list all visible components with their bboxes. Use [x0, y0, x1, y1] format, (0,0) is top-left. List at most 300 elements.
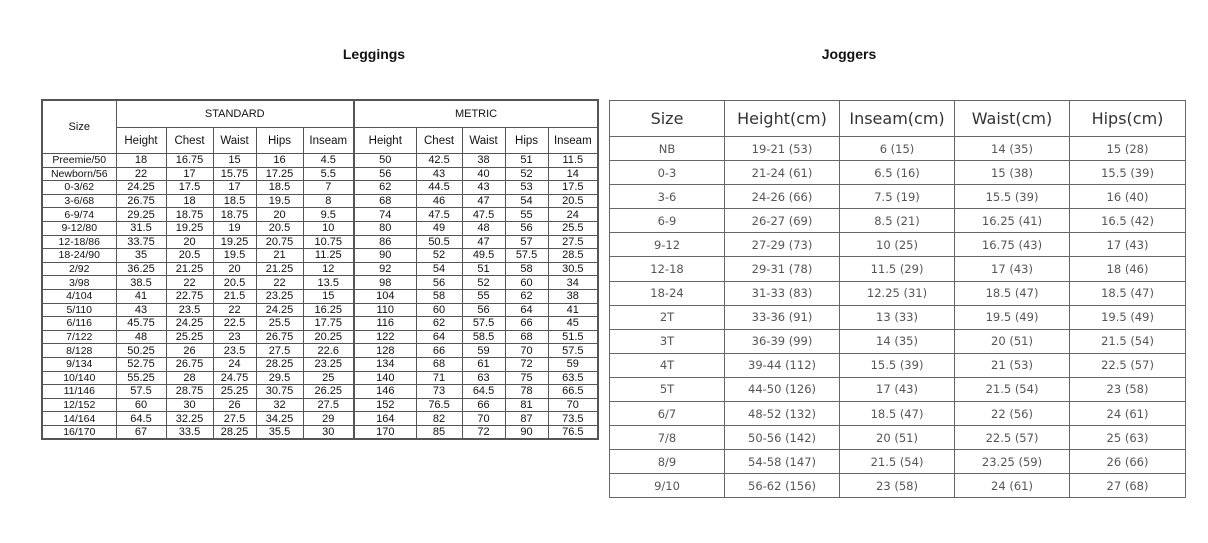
table-cell: 51.5 [548, 330, 598, 344]
table-cell: 16.75 [166, 154, 213, 168]
joggers-column-header: Waist(cm) [955, 101, 1070, 137]
table-cell: 33.5 [166, 425, 213, 439]
table-cell: 23 [213, 330, 256, 344]
table-cell: 32.25 [166, 412, 213, 426]
table-cell: 22 [256, 276, 303, 290]
table-cell: 21.25 [166, 262, 213, 276]
table-cell: 11.5 (29) [840, 257, 955, 281]
table-cell: 22 [166, 276, 213, 290]
leggings-size-header: Size [42, 100, 116, 154]
metric-chest-header: Chest [416, 128, 462, 154]
table-cell: 34.25 [256, 412, 303, 426]
table-cell: 13 (33) [840, 305, 955, 329]
table-cell: 17 [213, 181, 256, 195]
table-cell: 44.5 [416, 181, 462, 195]
table-cell: 25 (63) [1070, 426, 1186, 450]
metric-height-header: Height [354, 128, 416, 154]
table-cell: 33.75 [116, 235, 166, 249]
table-cell: 26.75 [166, 357, 213, 371]
table-cell: 56-62 (156) [725, 474, 840, 498]
table-cell: 47 [462, 235, 505, 249]
table-cell: 50.5 [416, 235, 462, 249]
table-cell: 21.5 (54) [840, 450, 955, 474]
table-cell: 15 (38) [955, 161, 1070, 185]
table-row [610, 209, 1186, 233]
table-cell: 10 [303, 221, 354, 235]
size-cell: 18-24 [610, 281, 725, 305]
table-cell: 66 [505, 317, 548, 331]
table-row [610, 377, 1186, 401]
table-row [42, 425, 598, 439]
table-cell: 19.25 [166, 221, 213, 235]
table-cell: 21 [256, 249, 303, 263]
table-cell: 134 [354, 357, 416, 371]
table-cell: 63.5 [548, 371, 598, 385]
table-cell: 24 [213, 357, 256, 371]
table-cell: 74 [354, 208, 416, 222]
size-cell: NB [610, 137, 725, 161]
table-cell: 20 (51) [840, 426, 955, 450]
table-cell: 110 [354, 303, 416, 317]
table-cell: 47.5 [416, 208, 462, 222]
table-cell: 22.5 (57) [1070, 353, 1186, 377]
table-cell: 49 [416, 221, 462, 235]
joggers-column-header: Height(cm) [725, 101, 840, 137]
size-cell: 0-3/62 [42, 181, 116, 195]
table-cell: 57.5 [505, 249, 548, 263]
size-cell: 3/98 [42, 276, 116, 290]
table-cell: 45 [548, 317, 598, 331]
standard-hips-header: Hips [256, 128, 303, 154]
table-cell: 38 [462, 154, 505, 168]
table-cell: 48 [462, 221, 505, 235]
table-cell: 24.75 [213, 371, 256, 385]
table-row [42, 289, 598, 303]
table-cell: 23.25 (59) [955, 450, 1070, 474]
table-row [42, 235, 598, 249]
size-cell: 6-9 [610, 209, 725, 233]
table-cell: 20 [213, 262, 256, 276]
table-cell: 17 (43) [1070, 233, 1186, 257]
table-cell: 21.25 [256, 262, 303, 276]
table-cell: 50 [354, 154, 416, 168]
table-cell: 43 [462, 181, 505, 195]
table-cell: 17 [166, 167, 213, 181]
leggings-metric-header: METRIC [354, 100, 598, 128]
standard-inseam-header: Inseam [303, 128, 354, 154]
table-cell: 26-27 (69) [725, 209, 840, 233]
table-cell: 23 (58) [1070, 377, 1186, 401]
table-row [610, 450, 1186, 474]
table-cell: 58 [505, 262, 548, 276]
table-cell: 47.5 [462, 208, 505, 222]
table-cell: 59 [548, 357, 598, 371]
table-row [610, 329, 1186, 353]
table-cell: 58 [416, 289, 462, 303]
table-cell: 21.5 (54) [955, 377, 1070, 401]
table-cell: 92 [354, 262, 416, 276]
table-cell: 23.5 [166, 303, 213, 317]
table-cell: 30 [166, 398, 213, 412]
table-cell: 4.5 [303, 154, 354, 168]
table-cell: 22 [116, 167, 166, 181]
metric-inseam-header: Inseam [548, 128, 598, 154]
table-row [42, 221, 598, 235]
table-cell: 64.5 [116, 412, 166, 426]
table-cell: 17.5 [166, 181, 213, 195]
table-row [42, 167, 598, 181]
table-cell: 22.5 [213, 317, 256, 331]
standard-height-header: Height [116, 128, 166, 154]
table-cell: 22.6 [303, 344, 354, 358]
table-cell: 52.75 [116, 357, 166, 371]
table-cell: 104 [354, 289, 416, 303]
table-cell: 26.75 [116, 194, 166, 208]
table-cell: 25 [303, 371, 354, 385]
table-cell: 73 [416, 385, 462, 399]
metric-hips-header: Hips [505, 128, 548, 154]
table-cell: 25.25 [213, 385, 256, 399]
table-row [42, 398, 598, 412]
table-row [610, 233, 1186, 257]
table-cell: 68 [416, 357, 462, 371]
table-cell: 80 [354, 221, 416, 235]
table-cell: 78 [505, 385, 548, 399]
table-cell: 38.5 [116, 276, 166, 290]
table-cell: 20 [166, 235, 213, 249]
table-cell: 24.25 [166, 317, 213, 331]
table-cell: 20 (51) [955, 329, 1070, 353]
table-cell: 26 [213, 398, 256, 412]
joggers-size-table [609, 100, 1186, 498]
table-cell: 128 [354, 344, 416, 358]
table-cell: 48 [116, 330, 166, 344]
size-cell: 16/170 [42, 425, 116, 439]
table-cell: 19.5 (49) [955, 305, 1070, 329]
table-cell: 62 [416, 317, 462, 331]
size-cell: Newborn/56 [42, 167, 116, 181]
table-cell: 50-56 (142) [725, 426, 840, 450]
size-cell: 9/134 [42, 357, 116, 371]
table-cell: 28.25 [213, 425, 256, 439]
table-cell: 20.5 [166, 249, 213, 263]
joggers-column-header: Hips(cm) [1070, 101, 1186, 137]
table-row [610, 353, 1186, 377]
table-cell: 31.5 [116, 221, 166, 235]
table-cell: 76.5 [416, 398, 462, 412]
table-cell: 63 [462, 371, 505, 385]
size-cell: 7/122 [42, 330, 116, 344]
table-cell: 18.75 [213, 208, 256, 222]
table-row [42, 317, 598, 331]
table-cell: 17.25 [256, 167, 303, 181]
size-cell: 3-6/68 [42, 194, 116, 208]
table-cell: 14 (35) [840, 329, 955, 353]
table-cell: 29.5 [256, 371, 303, 385]
table-row [610, 305, 1186, 329]
table-cell: 98 [354, 276, 416, 290]
table-cell: 15.5 (39) [1070, 161, 1186, 185]
table-cell: 116 [354, 317, 416, 331]
table-cell: 66 [462, 398, 505, 412]
table-cell: 72 [462, 425, 505, 439]
standard-chest-header: Chest [166, 128, 213, 154]
size-cell: 5T [610, 377, 725, 401]
table-cell: 15.5 (39) [840, 353, 955, 377]
table-cell: 20.75 [256, 235, 303, 249]
table-cell: 30.5 [548, 262, 598, 276]
table-cell: 122 [354, 330, 416, 344]
table-row [42, 344, 598, 358]
table-cell: 72 [505, 357, 548, 371]
table-cell: 30.75 [256, 385, 303, 399]
table-cell: 32 [256, 398, 303, 412]
table-row [42, 412, 598, 426]
table-cell: 55.25 [116, 371, 166, 385]
table-cell: 48-52 (132) [725, 402, 840, 426]
table-cell: 49.5 [462, 249, 505, 263]
table-cell: 19.25 [213, 235, 256, 249]
table-cell: 27.5 [256, 344, 303, 358]
table-cell: 8.5 (21) [840, 209, 955, 233]
table-row [610, 161, 1186, 185]
size-cell: 5/110 [42, 303, 116, 317]
size-cell: 2T [610, 305, 725, 329]
leggings-title: Leggings [342, 46, 406, 62]
table-cell: 27.5 [303, 398, 354, 412]
table-row [42, 357, 598, 371]
table-cell: 64 [505, 303, 548, 317]
table-cell: 87 [505, 412, 548, 426]
table-cell: 24.25 [256, 303, 303, 317]
table-cell: 52 [505, 167, 548, 181]
table-row [42, 208, 598, 222]
size-cell: 11/146 [42, 385, 116, 399]
joggers-column-header: Inseam(cm) [840, 101, 955, 137]
table-cell: 19-21 (53) [725, 137, 840, 161]
table-cell: 16 (40) [1070, 185, 1186, 209]
size-cell: 8/128 [42, 344, 116, 358]
table-cell: 9.5 [303, 208, 354, 222]
table-cell: 18.75 [166, 208, 213, 222]
table-cell: 21-24 (61) [725, 161, 840, 185]
table-cell: 52 [462, 276, 505, 290]
table-cell: 54-58 (147) [725, 450, 840, 474]
table-cell: 19 [213, 221, 256, 235]
size-cell: 12-18 [610, 257, 725, 281]
table-cell: 7.5 (19) [840, 185, 955, 209]
table-cell: 27.5 [548, 235, 598, 249]
table-cell: 164 [354, 412, 416, 426]
table-cell: 68 [354, 194, 416, 208]
table-cell: 22.5 (57) [955, 426, 1070, 450]
size-cell: 12-18/86 [42, 235, 116, 249]
metric-waist-header: Waist [462, 128, 505, 154]
table-cell: 70 [462, 412, 505, 426]
table-cell: 59 [462, 344, 505, 358]
table-cell: 33-36 (91) [725, 305, 840, 329]
table-cell: 152 [354, 398, 416, 412]
table-cell: 57.5 [116, 385, 166, 399]
table-cell: 19.5 (49) [1070, 305, 1186, 329]
table-cell: 76.5 [548, 425, 598, 439]
table-cell: 61 [462, 357, 505, 371]
table-cell: 17 (43) [840, 377, 955, 401]
table-cell: 67 [116, 425, 166, 439]
table-cell: 21 (53) [955, 353, 1070, 377]
table-cell: 38 [548, 289, 598, 303]
table-row [42, 385, 598, 399]
table-cell: 29 [303, 412, 354, 426]
table-cell: 22 [213, 303, 256, 317]
table-cell: 62 [354, 181, 416, 195]
table-cell: 57.5 [462, 317, 505, 331]
size-cell: 4T [610, 353, 725, 377]
table-cell: 71 [416, 371, 462, 385]
table-cell: 53 [505, 181, 548, 195]
table-cell: 73.5 [548, 412, 598, 426]
table-cell: 56 [462, 303, 505, 317]
table-cell: 23.25 [256, 289, 303, 303]
table-cell: 20 [256, 208, 303, 222]
table-cell: 50.25 [116, 344, 166, 358]
table-cell: 22 (56) [955, 402, 1070, 426]
table-cell: 19.5 [213, 249, 256, 263]
table-cell: 70 [548, 398, 598, 412]
table-cell: 28.25 [256, 357, 303, 371]
table-cell: 20.25 [303, 330, 354, 344]
table-cell: 18.5 (47) [840, 402, 955, 426]
table-cell: 27.5 [213, 412, 256, 426]
table-cell: 24 (61) [1070, 402, 1186, 426]
size-cell: 9/10 [610, 474, 725, 498]
table-cell: 20.5 [213, 276, 256, 290]
table-cell: 54 [505, 194, 548, 208]
size-cell: 14/164 [42, 412, 116, 426]
table-cell: 40 [462, 167, 505, 181]
size-cell: 0-3 [610, 161, 725, 185]
table-cell: 42.5 [416, 154, 462, 168]
table-cell: 28.75 [166, 385, 213, 399]
table-cell: 22.75 [166, 289, 213, 303]
table-cell: 6 (15) [840, 137, 955, 161]
table-cell: 16.75 (43) [955, 233, 1070, 257]
table-cell: 51 [462, 262, 505, 276]
table-cell: 36.25 [116, 262, 166, 276]
table-cell: 29-31 (78) [725, 257, 840, 281]
table-cell: 28 [166, 371, 213, 385]
size-cell: 12/152 [42, 398, 116, 412]
table-cell: 15 [213, 154, 256, 168]
table-row [42, 154, 598, 168]
table-cell: 39-44 (112) [725, 353, 840, 377]
joggers-title: Joggers [821, 46, 877, 62]
table-row [610, 426, 1186, 450]
table-row [42, 194, 598, 208]
size-cell: 4/104 [42, 289, 116, 303]
table-cell: 90 [505, 425, 548, 439]
table-cell: 18 (46) [1070, 257, 1186, 281]
leggings-standard-header: STANDARD [116, 100, 354, 128]
table-row [610, 257, 1186, 281]
table-cell: 27-29 (73) [725, 233, 840, 257]
table-cell: 52 [416, 249, 462, 263]
table-cell: 90 [354, 249, 416, 263]
table-cell: 55 [462, 289, 505, 303]
size-cell: 6/116 [42, 317, 116, 331]
table-cell: 14 (35) [955, 137, 1070, 161]
leggings-size-table [41, 99, 599, 440]
table-cell: 146 [354, 385, 416, 399]
size-cell: 6-9/74 [42, 208, 116, 222]
table-cell: 41 [548, 303, 598, 317]
table-cell: 26 (66) [1070, 450, 1186, 474]
table-cell: 10.75 [303, 235, 354, 249]
table-cell: 26.25 [303, 385, 354, 399]
table-cell: 27 (68) [1070, 474, 1186, 498]
table-row [42, 330, 598, 344]
table-cell: 7 [303, 181, 354, 195]
size-cell: 10/140 [42, 371, 116, 385]
table-cell: 18.5 [256, 181, 303, 195]
table-cell: 5.5 [303, 167, 354, 181]
size-cell: 7/8 [610, 426, 725, 450]
table-cell: 56 [505, 221, 548, 235]
table-row [42, 181, 598, 195]
table-cell: 21.5 [213, 289, 256, 303]
table-row [42, 303, 598, 317]
table-cell: 13.5 [303, 276, 354, 290]
table-cell: 19.5 [256, 194, 303, 208]
table-cell: 60 [416, 303, 462, 317]
table-cell: 20.5 [548, 194, 598, 208]
table-cell: 25.5 [548, 221, 598, 235]
table-cell: 15 (28) [1070, 137, 1186, 161]
standard-waist-header: Waist [213, 128, 256, 154]
table-row [42, 249, 598, 263]
table-cell: 57 [505, 235, 548, 249]
table-cell: 11.5 [548, 154, 598, 168]
table-cell: 54 [416, 262, 462, 276]
table-cell: 18 [116, 154, 166, 168]
table-cell: 24.25 [116, 181, 166, 195]
table-cell: 140 [354, 371, 416, 385]
table-cell: 81 [505, 398, 548, 412]
table-cell: 29.25 [116, 208, 166, 222]
table-cell: 56 [416, 276, 462, 290]
size-cell: 2/92 [42, 262, 116, 276]
table-cell: 47 [462, 194, 505, 208]
table-row [610, 281, 1186, 305]
table-cell: 34 [548, 276, 598, 290]
table-cell: 70 [505, 344, 548, 358]
table-cell: 66.5 [548, 385, 598, 399]
table-cell: 64.5 [462, 385, 505, 399]
table-cell: 86 [354, 235, 416, 249]
table-cell: 64 [416, 330, 462, 344]
table-cell: 15.5 (39) [955, 185, 1070, 209]
table-cell: 66 [416, 344, 462, 358]
size-cell: 3-6 [610, 185, 725, 209]
table-cell: 41 [116, 289, 166, 303]
table-cell: 14 [548, 167, 598, 181]
table-cell: 60 [505, 276, 548, 290]
table-cell: 68 [505, 330, 548, 344]
table-cell: 85 [416, 425, 462, 439]
table-cell: 26.75 [256, 330, 303, 344]
table-cell: 35 [116, 249, 166, 263]
table-cell: 46 [416, 194, 462, 208]
